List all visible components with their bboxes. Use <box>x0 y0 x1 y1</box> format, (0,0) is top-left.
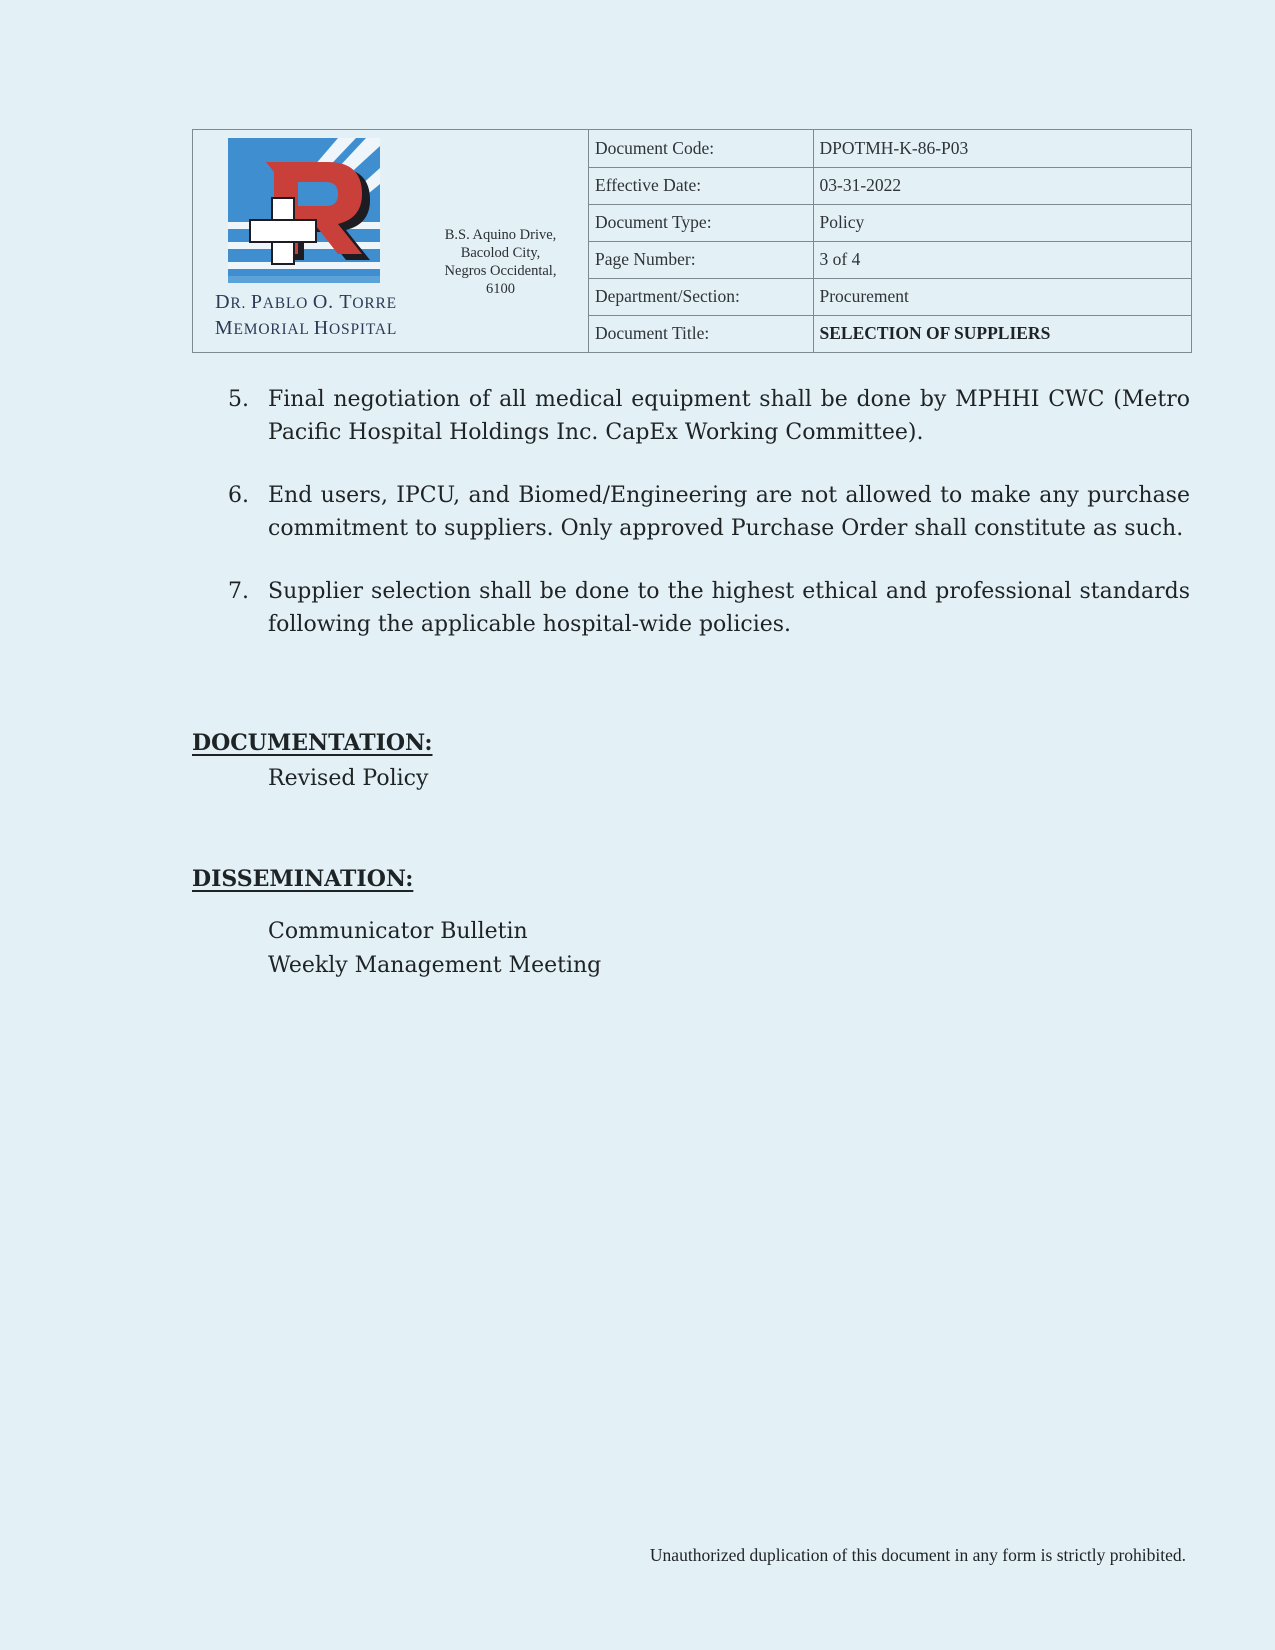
hospital-name-part: P <box>250 291 263 313</box>
meta-value: Procurement <box>813 278 1191 315</box>
meta-label: Document Type: <box>589 204 813 241</box>
hospital-name-part: ORRE <box>352 295 397 312</box>
meta-value: Policy <box>813 204 1191 241</box>
list-item-number: 5. <box>228 387 249 412</box>
dissemination-text <box>268 915 601 983</box>
meta-label: Document Code: <box>589 130 813 167</box>
meta-row-effective-date <box>589 167 1191 204</box>
documentation-text <box>268 762 428 796</box>
list-item-number: 7. <box>228 579 249 604</box>
meta-label: Page Number: <box>589 241 813 278</box>
documentation-line: Revised Policy <box>268 766 429 791</box>
hospital-name-part: D <box>215 291 231 313</box>
policy-list <box>228 383 1190 671</box>
hospital-name-part: OSPITAL <box>329 321 398 338</box>
dissemination-line: Communicator Bulletin <box>268 919 528 944</box>
list-item <box>228 479 1190 545</box>
document-header <box>192 129 1192 353</box>
footer-notice: Unauthorized duplication of this document in any form is strictly prohibited. <box>649 1545 1186 1565</box>
hospital-name-part: EMORIAL <box>233 321 314 338</box>
dissemination-line: Weekly Management Meeting <box>268 953 602 978</box>
list-item <box>228 575 1190 641</box>
meta-value: DPOTMH-K-86-P03 <box>813 130 1191 167</box>
hospital-name-line-2 <box>193 316 419 342</box>
meta-value: 03-31-2022 <box>813 167 1191 204</box>
meta-label: Department/Section: <box>589 278 813 315</box>
meta-value: 3 of 4 <box>813 241 1191 278</box>
address-line: B.S. Aquino Drive, <box>444 227 557 243</box>
documentation-heading: DOCUMENTATION: <box>192 730 433 756</box>
address-line: Negros Occidental, <box>444 263 557 279</box>
list-item-number: 6. <box>228 483 249 508</box>
hospital-logo-icon <box>228 138 380 290</box>
meta-row-page-number <box>589 241 1191 278</box>
address-line: 6100 <box>486 281 515 297</box>
list-item-text: End users, IPCU, and Biomed/Engineering are not allowed to make any purchase commitment to suppliers. Only approved Purchase Order shall constitute as such. <box>268 483 1190 541</box>
hospital-name-part: M <box>214 317 234 339</box>
meta-value: SELECTION OF SUPPLIERS <box>819 323 1051 344</box>
meta-row-document-code <box>589 130 1191 167</box>
meta-label: Effective Date: <box>589 167 813 204</box>
meta-label: Document Title: <box>589 315 813 352</box>
hospital-name-part: H <box>313 317 330 339</box>
document-meta-table <box>589 130 1191 352</box>
hospital-name-part: ABLO <box>262 295 313 312</box>
meta-row-document-title <box>589 315 1191 352</box>
list-item-text: Supplier selection shall be done to the highest ethical and professional standards following the applicable hospital-wide policies. <box>268 579 1190 637</box>
meta-row-department <box>589 278 1191 315</box>
list-item-text: Final negotiation of all medical equipment shall be done by MPHHI CWC (Metro Pacific Hospital Holdings Inc. CapEx Working Committee). <box>268 387 1190 445</box>
hospital-name-part: O. T <box>312 291 353 313</box>
dissemination-heading: DISSEMINATION: <box>192 866 414 892</box>
hospital-name-line-1 <box>193 290 419 316</box>
hospital-brand <box>193 130 589 352</box>
list-item <box>228 383 1190 449</box>
hospital-name-part: R. <box>230 295 251 312</box>
meta-row-document-type <box>589 204 1191 241</box>
address-line: Bacolod City, <box>460 245 541 261</box>
hospital-name <box>193 290 419 342</box>
hospital-address <box>418 226 583 298</box>
